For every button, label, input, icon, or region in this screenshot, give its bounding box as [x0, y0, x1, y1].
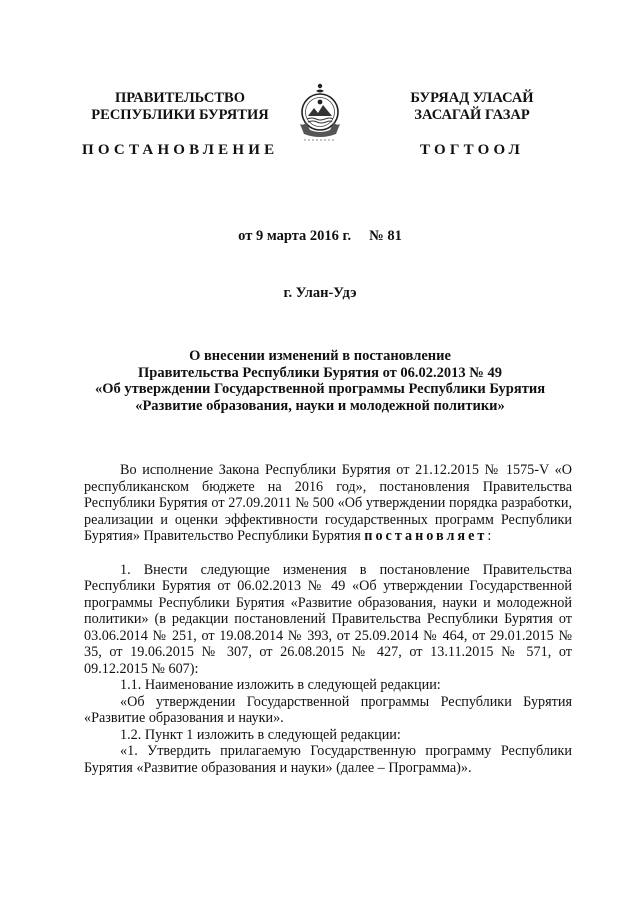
document-city: г. Улан-Удэ: [283, 285, 357, 301]
decree-word: постановляет: [364, 528, 488, 544]
title-line: О внесении изменений в постановление: [189, 348, 451, 364]
paragraph-1-1: 1.1. Наименование изложить в следующей редакции:: [120, 677, 441, 693]
document-date: от 9 марта 2016 г.: [238, 228, 352, 244]
preamble-text: Во исполнение Закона Республики Бурятия от 21.12.2015 № 1575-V «О республиканском бюджете на 2016 год», постановления Правительства Республики Бурятия от 27.09.2011 № 500 «Об утверждении порядка разработки, реализации и оценки эффективности государственных программ Республики Бурятия» Правительство Республики Бурятия: [84, 462, 572, 544]
paragraph-1: 1. Внести следующие изменения в постановление Правительства Республики Бурятия от 06.02.2013 № 49 «Об утверждении Государственной программы Республики Бурятия «Развитие образования, науки и молодежной политики» (в редакции постановлений Правительства Республики Бурятия от 03.06.2014 № 251, от 19.08.2014 № 393, от 25.09.2014 № 464, от 29.01.2015 № 35, от 19.06.2015 № 307, от 26.08.2015 № 427, от 13.11.2015 № 571, от 09.12.2015 № 607):: [84, 561, 572, 677]
document-header: [0, 82, 640, 172]
issuer-russian-line2: РЕСПУБЛИКИ БУРЯТИЯ: [91, 107, 269, 123]
document-number: № 81: [369, 228, 402, 244]
issuer-buryat: [372, 90, 572, 124]
paragraph-1-1-text: «Об утверждении Государственной программы Республики Бурятия «Развитие образования и науки».: [84, 693, 572, 726]
title-line: «Развитие образования, науки и молодежной политики»: [135, 397, 505, 414]
doc-type-buryat: ТОГТООЛ: [420, 142, 524, 158]
preamble-paragraph: [84, 462, 572, 545]
paragraph-1-2: 1.2. Пункт 1 изложить в следующей редакции:: [120, 726, 401, 743]
issuer-buryat-line1: БУРЯАД УЛАСАЙ: [410, 90, 534, 106]
title-line: «Об утверждении Государственной программы Республики Бурятия: [94, 381, 546, 397]
issuer-russian: [80, 90, 280, 124]
document-title: [60, 348, 580, 414]
issuer-buryat-line2: ЗАСАГАЙ ГАЗАР: [414, 107, 530, 123]
decree-colon: :: [487, 528, 492, 544]
issuer-russian-line1: ПРАВИТЕЛЬСТВО: [115, 90, 245, 106]
document-body: [84, 462, 572, 776]
date-number-line: [0, 228, 640, 245]
coat-of-arms-icon: [296, 82, 344, 144]
doc-type-russian: ПОСТАНОВЛЕНИЕ: [82, 142, 279, 158]
title-line: Правительства Республики Бурятия от 06.02.2013 № 49: [138, 364, 502, 381]
paragraph-1-2-text: «1. Утвердить прилагаемую Государственную программу Республики Бурятия «Развитие образования и науки» (далее – Программа)».: [84, 743, 572, 776]
